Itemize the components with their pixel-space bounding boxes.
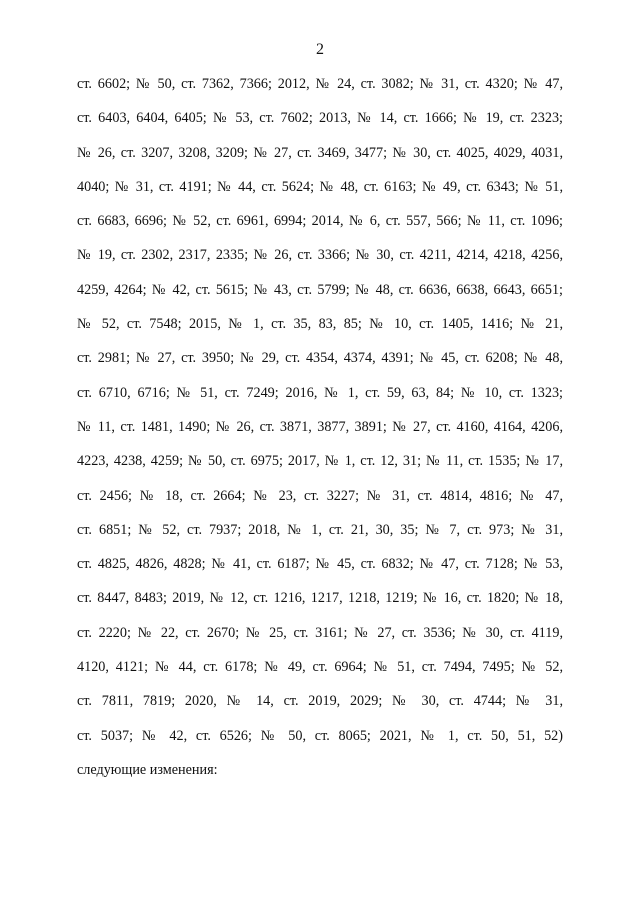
text-line: ст. 6851; № 52, ст. 7937; 2018, № 1, ст. 21, 30, 35; № 7, ст. 973; № 31, (77, 521, 563, 538)
text-line: ст. 5037; № 42, ст. 6526; № 50, ст. 8065; 2021, № 1, ст. 50, 51, 52) (77, 727, 563, 744)
text-line: № 11, ст. 1481, 1490; № 26, ст. 3871, 3877, 3891; № 27, ст. 4160, 4164, 4206, (77, 418, 563, 435)
text-line: ст. 6602; № 50, ст. 7362, 7366; 2012, № 24, ст. 3082; № 31, ст. 4320; № 47, (77, 76, 563, 92)
text-line-final: следующие изменения: (77, 761, 218, 778)
text-line: ст. 6403, 6404, 6405; № 53, ст. 7602; 2013, № 14, ст. 1666; № 19, ст. 2323; (77, 110, 563, 127)
text-line: 4223, 4238, 4259; № 50, ст. 6975; 2017, № 1, ст. 12, 31; № 11, ст. 1535; № 17, (77, 453, 563, 470)
text-line: ст. 2456; № 18, ст. 2664; № 23, ст. 3227; № 31, ст. 4814, 4816; № 47, (77, 487, 563, 504)
text-line: № 52, ст. 7548; 2015, № 1, ст. 35, 83, 85; № 10, ст. 1405, 1416; № 21, (77, 316, 563, 333)
text-line: 4259, 4264; № 42, ст. 5615; № 43, ст. 5799; № 48, ст. 6636, 6638, 6643, 6651; (77, 281, 563, 298)
text-line: ст. 2220; № 22, ст. 2670; № 25, ст. 3161; № 27, ст. 3536; № 30, ст. 4119, (77, 624, 563, 641)
text-line: 4040; № 31, ст. 4191; № 44, ст. 5624; № 48, ст. 6163; № 49, ст. 6343; № 51, (77, 178, 563, 195)
body-text (77, 74, 563, 794)
text-line: 4120, 4121; № 44, ст. 6178; № 49, ст. 6964; № 51, ст. 7494, 7495; № 52, (77, 659, 563, 676)
text-line: ст. 4825, 4826, 4828; № 41, ст. 6187; № 45, ст. 6832; № 47, ст. 7128; № 53, (77, 556, 563, 573)
text-line: № 19, ст. 2302, 2317, 2335; № 26, ст. 3366; № 30, ст. 4211, 4214, 4218, 4256, (77, 247, 563, 264)
text-line: № 26, ст. 3207, 3208, 3209; № 27, ст. 3469, 3477; № 30, ст. 4025, 4029, 4031, (77, 144, 563, 161)
text-line: ст. 6710, 6716; № 51, ст. 7249; 2016, № 1, ст. 59, 63, 84; № 10, ст. 1323; (77, 384, 563, 401)
text-line: ст. 8447, 8483; 2019, № 12, ст. 1216, 1217, 1218, 1219; № 16, ст. 1820; № 18, (77, 590, 563, 607)
page-number: 2 (316, 41, 324, 58)
text-line: ст. 7811, 7819; 2020, № 14, ст. 2019, 2029; № 30, ст. 4744; № 31, (77, 693, 563, 710)
text-line: ст. 2981; № 27, ст. 3950; № 29, ст. 4354, 4374, 4391; № 45, ст. 6208; № 48, (77, 350, 563, 367)
text-line: ст. 6683, 6696; № 52, ст. 6961, 6994; 2014, № 6, ст. 557, 566; № 11, ст. 1096; (77, 213, 563, 230)
